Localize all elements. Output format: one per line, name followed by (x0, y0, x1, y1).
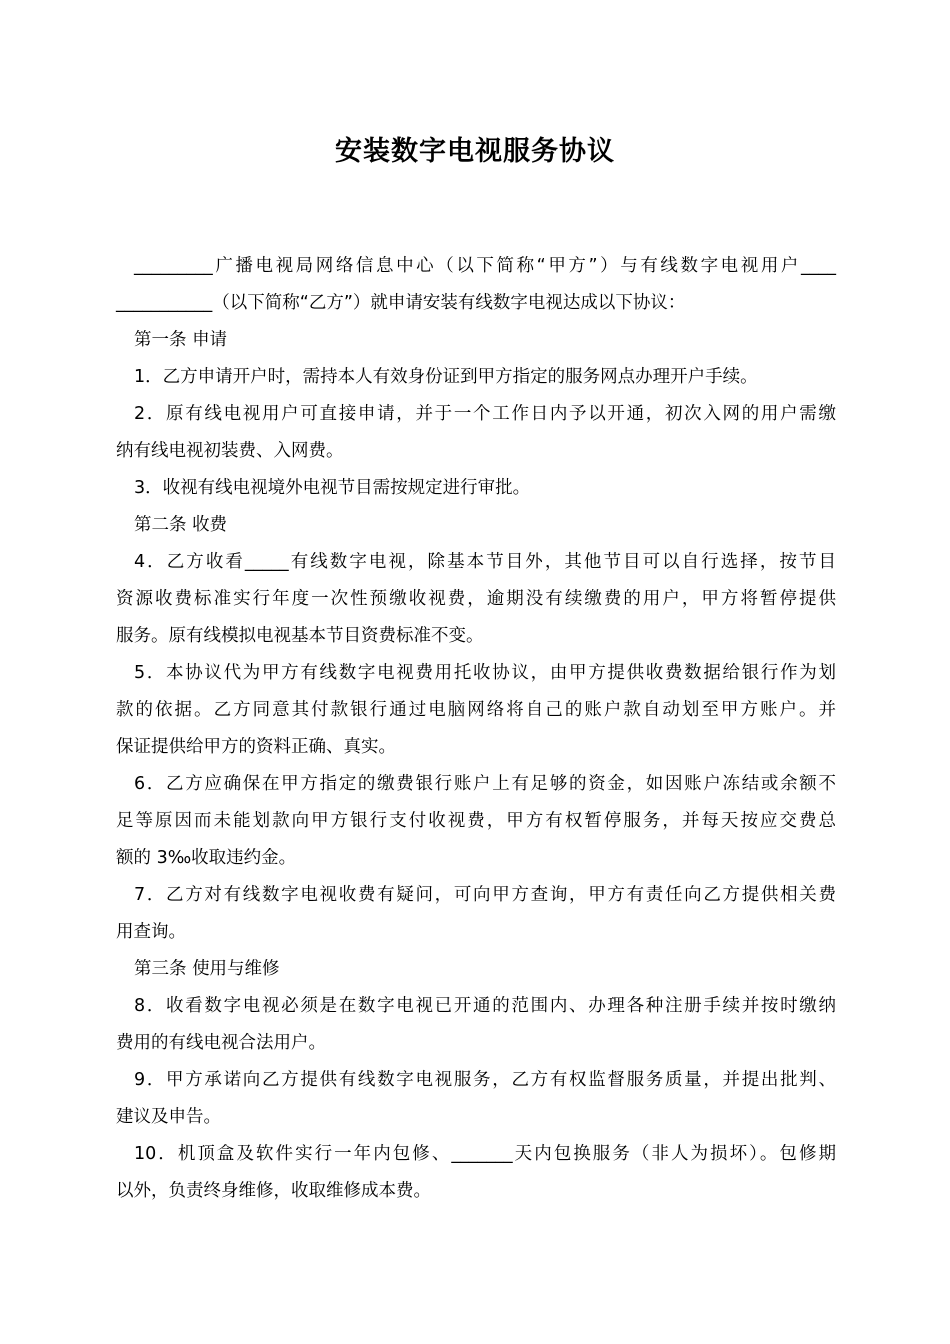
clause-7 (116, 877, 836, 951)
clause-line: 4．乙方收看_____有线数字电视，除基本节目外，其他节目可以自行选择，按节目 (134, 552, 836, 572)
section-heading: 第一条 申请 (134, 330, 228, 350)
clause-line: 额的 3‰收取违约金。 (116, 848, 297, 868)
intro-line-2: ___________（以下简称“乙方”）就申请安装有线数字电视达成以下协议： (116, 293, 686, 313)
clause-10 (116, 1136, 836, 1210)
clause-line: 保证提供给甲方的资料正确、真实。 (116, 737, 396, 757)
clause-line: 费用的有线电视合法用户。 (116, 1033, 326, 1053)
clause-line: 9．甲方承诺向乙方提供有线数字电视服务，乙方有权监督服务质量，并提出批判、 (134, 1070, 836, 1090)
document-title: 安装数字电视服务协议 (335, 136, 615, 167)
document-body (116, 248, 836, 1210)
clause-line: 纳有线电视初装费、入网费。 (116, 441, 344, 461)
clause-1 (116, 359, 836, 396)
clause-line: 3．收视有线电视境外电视节目需按规定进行审批。 (134, 478, 531, 498)
intro-line-1: _________广播电视局网络信息中心（以下简称“甲方”）与有线数字电视用户____ (134, 256, 836, 276)
clause-line: 1．乙方申请开户时，需持本人有效身份证到甲方指定的服务网点办理开户手续。 (134, 367, 758, 387)
clause-line: 建议及申告。 (116, 1107, 221, 1127)
section-2 (116, 507, 836, 951)
intro-paragraph (116, 248, 836, 322)
section-3 (116, 951, 836, 1210)
clause-line: 2．原有线电视用户可直接申请，并于一个工作日内予以开通，初次入网的用户需缴 (134, 404, 836, 424)
clause-line: 用查询。 (116, 922, 186, 942)
clause-line: 6．乙方应确保在甲方指定的缴费银行账户上有足够的资金，如因账户冻结或余额不 (134, 774, 836, 794)
clause-line: 10．机顶盒及软件实行一年内包修、_______天内包换服务（非人为损坏）。包修期 (134, 1144, 836, 1164)
clause-4 (116, 544, 836, 655)
clause-line: 8．收看数字电视必须是在数字电视已开通的范围内、办理各种注册手续并按时缴纳 (134, 996, 836, 1016)
clause-line: 7．乙方对有线数字电视收费有疑问，可向甲方查询，甲方有责任向乙方提供相关费 (134, 885, 836, 905)
clause-line: 服务。原有线模拟电视基本节目资费标准不变。 (116, 626, 484, 646)
clause-9 (116, 1062, 836, 1136)
clause-8 (116, 988, 836, 1062)
clause-line: 款的依据。乙方同意其付款银行通过电脑网络将自己的账户款自动划至甲方账户。并 (116, 700, 836, 720)
clause-6 (116, 766, 836, 877)
clause-line: 以外，负责终身维修，收取维修成本费。 (116, 1181, 431, 1201)
clause-5 (116, 655, 836, 766)
section-heading: 第二条 收费 (134, 515, 228, 535)
clause-line: 5．本协议代为甲方有线数字电视费用托收协议，由甲方提供收费数据给银行作为划 (134, 663, 836, 683)
clause-line: 资源收费标准实行年度一次性预缴收视费，逾期没有续缴费的用户，甲方将暂停提供 (116, 589, 836, 609)
clause-3 (116, 470, 836, 507)
section-1 (116, 322, 836, 507)
section-heading: 第三条 使用与维修 (134, 959, 280, 979)
clause-line: 足等原因而未能划款向甲方银行支付收视费，甲方有权暂停服务，并每天按应交费总 (116, 811, 836, 831)
clause-2 (116, 396, 836, 470)
